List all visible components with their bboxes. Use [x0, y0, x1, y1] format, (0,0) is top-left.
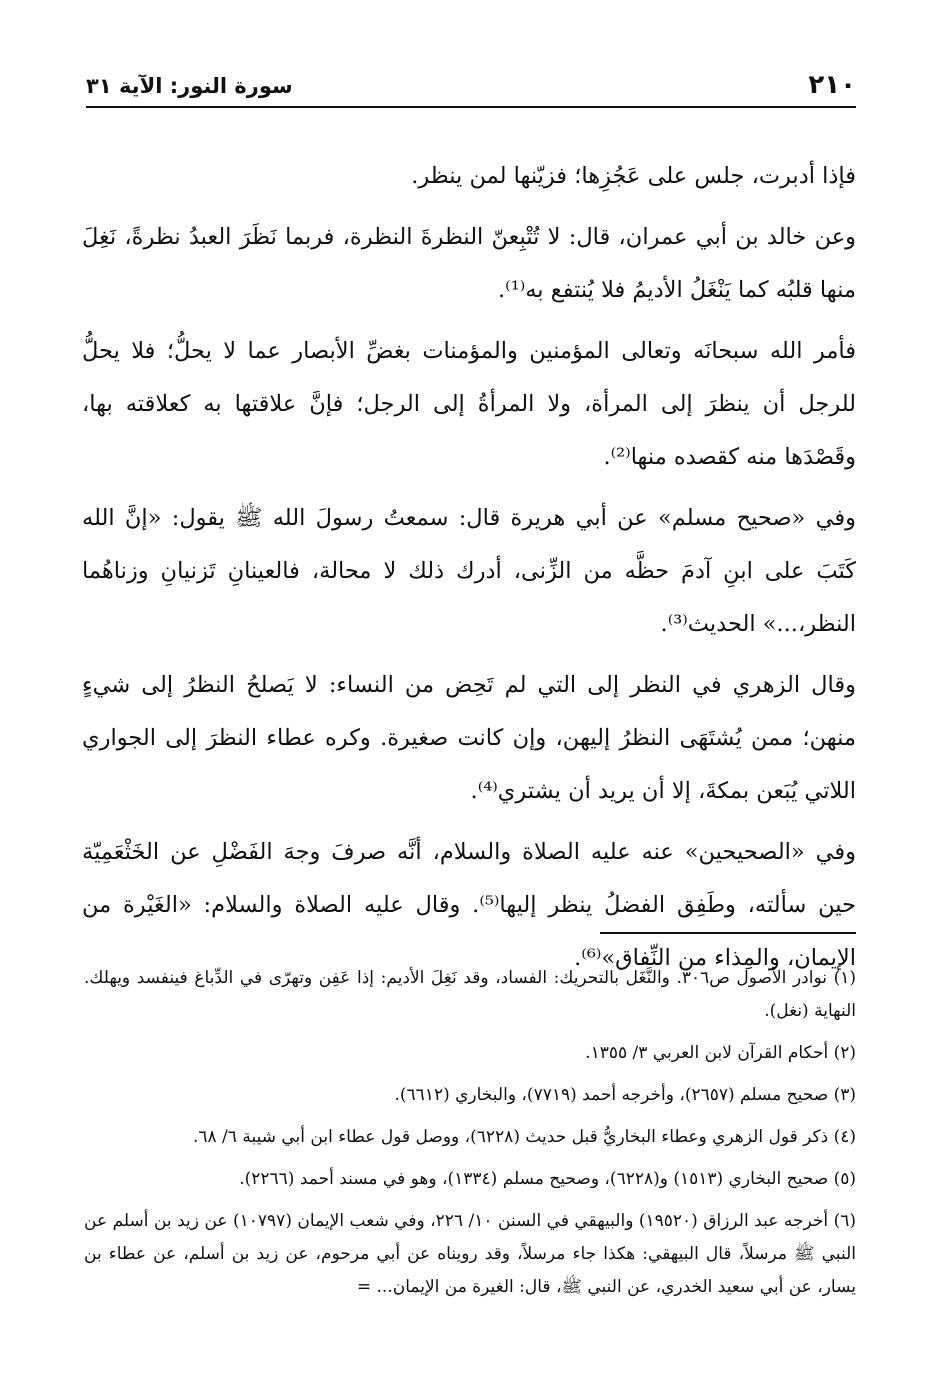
- footnote: (٦) أخرجه عبد الرزاق (١٩٥٢٠) والبيهقي في السنن ١٠/ ٢٢٦، وفي شعب الإيمان (١٠٧٩٧) عن زيد بن أسلم عن النبي ﷺ مرسلاً، قال البيهقي: هكذا جاء مرسلاً، وقد رويناه عن أبي مرحوم، عن زيد بن أسلم، عن عطاء بن يسار، عن أبي سعيد الخدري، عن النبي ﷺ، قال: الغيرة من الإيمان... =: [84, 1211, 856, 1297]
- footnote: (٢) أحكام القرآن لابن العربي ٣/ ١٣٥٥.: [585, 1043, 856, 1063]
- footnote: (٤) ذكر قول الزهري وعطاء البخاريُّ قبل حديث (٦٢٢٨)، ووصل قول عطاء ابن أبي شيبة ٦/ ٦٨.: [192, 1127, 856, 1147]
- footnote: (٣) صحيح مسلم (٢٦٥٧)، وأخرجه أحمد (٧٧١٩)، والبخاري (٦٦١٢).: [394, 1085, 856, 1105]
- footnotes: [84, 962, 856, 1304]
- footnote: (٥) صحيح البخاري (١٥١٣) و(٦٢٢٨)، وصحيح مسلم (١٣٣٤)، وهو في مسند أحمد (٢٢٦٦).: [239, 1169, 856, 1189]
- chapter-title: سورة النور: الآية ٣١: [86, 74, 293, 98]
- paragraph: وعن خالد بن أبي عمران، قال: لا تُتْبِعنّ النظرةَ النظرة، فربما نَظَرَ العبدُ نظرةً، نَغِلَ منها قلبُه كما يَنْغَلُ الأديمُ فلا يُنتفع به⁽¹⁾.: [82, 224, 856, 303]
- running-head: [86, 66, 856, 106]
- page-number: ٢١٠: [808, 70, 856, 100]
- paragraph: فأمر الله سبحانَه وتعالى المؤمنين والمؤمنات بغضِّ الأبصار عما لا يحلُّ؛ فلا يحلُّ للرجل أن ينظرَ إلى المرأة، ولا المرأةُ إلى الرجل؛ فإنَّ علاقتها به كعلاقته بها، وقَصْدَها منه كقصده منها⁽²⁾.: [82, 338, 856, 470]
- header-divider: [86, 106, 856, 108]
- main-text: [82, 150, 856, 993]
- paragraph: وقال الزهري في النظر إلى التي لم تَحِض من النساء: لا يَصلحُ النظرُ إلى شيءٍ منهن؛ ممن يُشتَهَى النظرُ إليهن، وإن كانت صغيرة. وكره عطاء النظرَ إلى الجواري اللاتي يُبَعن بمكةَ، إلا أن يريد أن يشتري⁽⁴⁾.: [82, 672, 856, 804]
- paragraph: فإذا أدبرت، جلس على عَجُزِها؛ فزيّنها لمن ينظر.: [411, 163, 856, 189]
- footnote-divider: [600, 932, 856, 934]
- footnote: (١) نوادر الأصول ص٣٠٦. والنَّغَل بالتحريك: الفساد، وقد نَغِلَ الأديم: إذا عَفِن وتهرّى في الدِّباغ فينفسد ويهلك. النهاية (نغل).: [84, 968, 856, 1021]
- paragraph: وفي «الصحيحين» عنه عليه الصلاة والسلام، أنَّه صرفَ وجهَ الفَضْلِ عن الخَثْعَمِيّة حين سألته، وطَفِق الفضلُ ينظر إليها⁽⁵⁾. وقال عليه الصلاة والسلام: «الغَيْرة من الإيمان، والمِذاء من النِّفاق»⁽⁶⁾.: [82, 839, 856, 971]
- paragraph: وفي «صحيح مسلم» عن أبي هريرة قال: سمعتُ رسولَ الله ﷺ يقول: «إنَّ الله كَتَبَ على ابنِ آدمَ حظَّه من الزِّنى، أدرك ذلك لا محالة، فالعينانِ تَزنيانِ وزناهُما النظر،...» الحديث⁽³⁾.: [82, 505, 856, 637]
